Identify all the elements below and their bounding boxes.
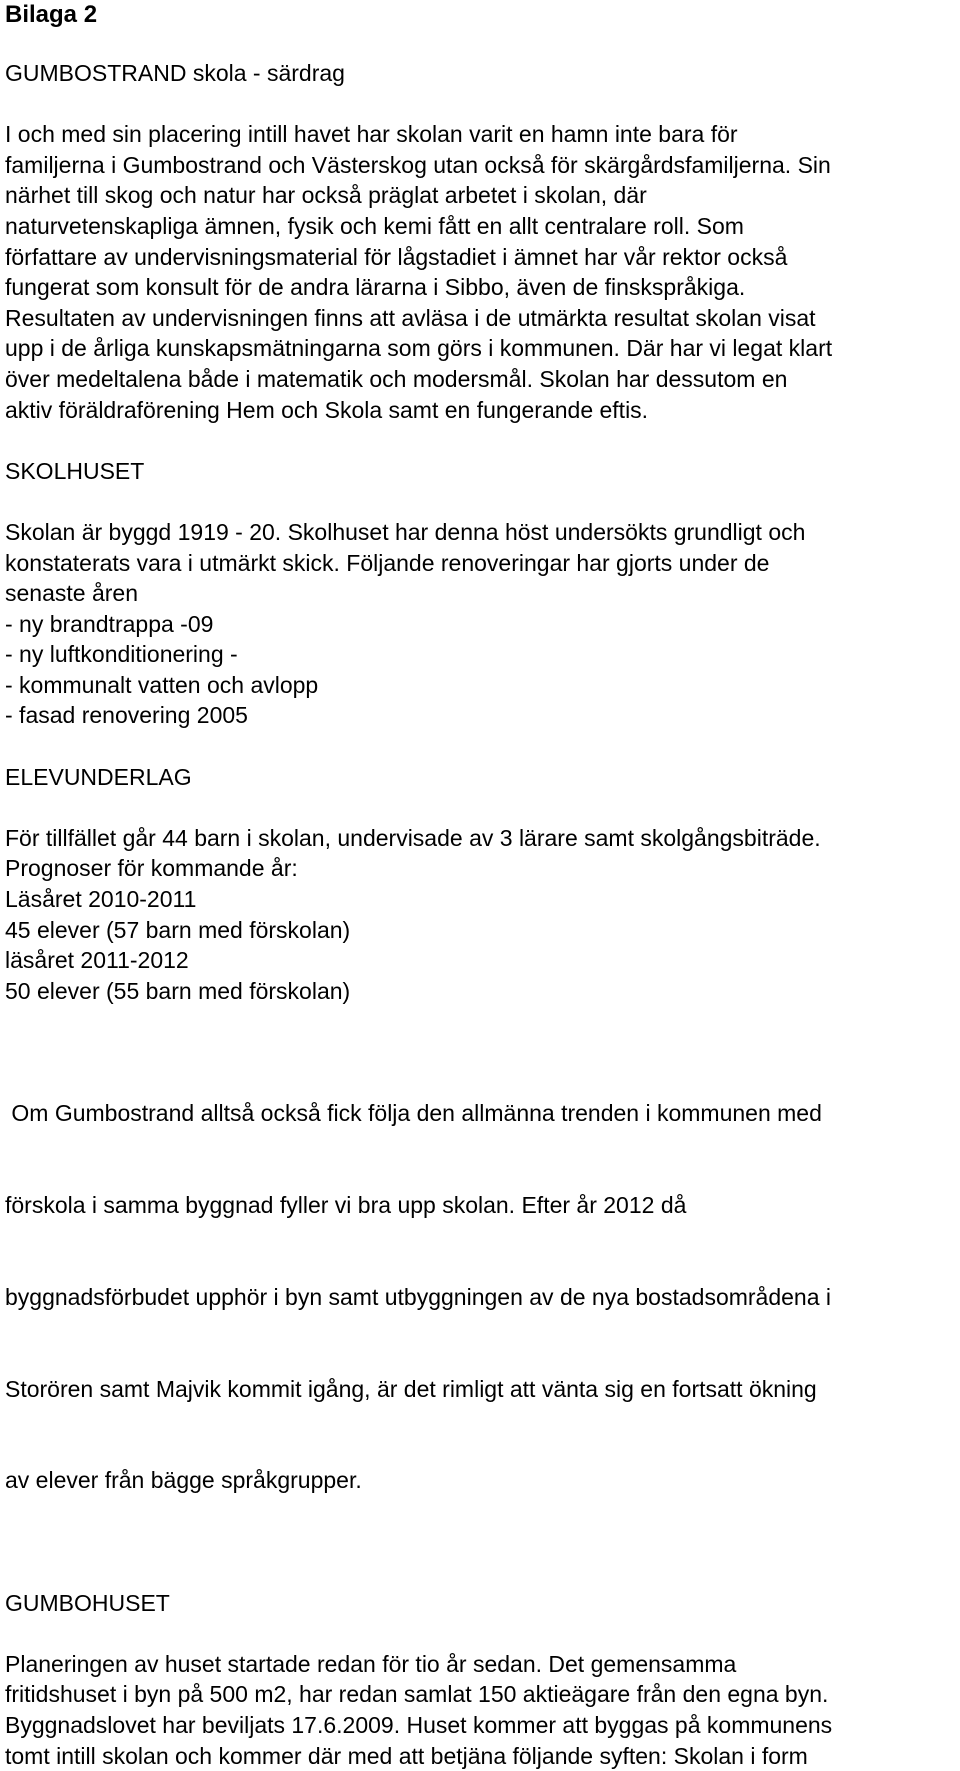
spacer: [5, 486, 957, 517]
paragraph-line: Skolan är byggd 1919 - 20. Skolhuset har denna höst undersökts grundligt och: [5, 518, 806, 545]
list-item: - fasad renovering 2005: [5, 702, 248, 729]
paragraph-line: Storören samt Majvik kommit igång, är det rimligt att vänta sig en fortsatt ökning: [5, 1375, 817, 1402]
school-heading: GUMBOSTRAND skola - särdrag: [5, 60, 345, 86]
paragraph-line: förskola i samma byggnad fyller vi bra upp skolan. Efter år 2012 då: [5, 1191, 687, 1218]
spacer: [5, 1618, 957, 1649]
spacer: [5, 1006, 957, 1037]
spacer: [5, 1557, 957, 1588]
paragraph-line: 50 elever (55 barn med förskolan): [5, 977, 351, 1004]
paragraph-line: Läsåret 2010-2011: [5, 886, 197, 913]
skolhuset-heading: SKOLHUSET: [5, 457, 145, 484]
paragraph-line: tomt intill skolan och kommer där med att betjäna följande syften: Skolan i form: [5, 1742, 808, 1769]
paragraph-line: familjerna i Gumbostrand och Västerskog utan också för skärgårdsfamiljerna. Sin: [5, 151, 831, 178]
document-page: [5, 0, 957, 1771]
outlook-paragraph: [5, 1037, 957, 1557]
elevunderlag-paragraph: [5, 823, 957, 1007]
paragraph-line: byggnadsförbudet upphör i byn samt utbyggningen av de nya bostadsområdena i: [5, 1283, 832, 1310]
spacer: [5, 731, 957, 762]
paragraph-line: fungerat som konsult för de andra lärarna i Sibbo, även de finskspråkiga.: [5, 274, 746, 301]
paragraph-line: upp i de årliga kunskapsmätningarna som görs i kommunen. Där har vi legat klart: [5, 335, 833, 362]
document-title: Bilaga 2: [5, 1, 98, 28]
spacer: [5, 89, 957, 120]
elevunderlag-heading: ELEVUNDERLAG: [5, 763, 192, 790]
paragraph-line: Prognoser för kommande år:: [5, 855, 298, 882]
paragraph-line: naturvetenskapliga ämnen, fysik och kemi fått en allt centralare roll. Som: [5, 212, 744, 239]
gumbohuset-paragraph: [5, 1649, 957, 1771]
paragraph-line: författare av undervisningsmaterial för lågstadiet i ämnet har vår rektor också: [5, 243, 788, 270]
paragraph-line: läsåret 2011-2012: [5, 947, 189, 974]
paragraph-line: För tillfället går 44 barn i skolan, undervisade av 3 lärare samt skolgångsbiträde.: [5, 824, 821, 851]
intro-paragraph: [5, 119, 957, 425]
paragraph-line: fritidshuset i byn på 500 m2, har redan samlat 150 aktieägare från den egna byn.: [5, 1681, 829, 1708]
list-item: - ny brandtrappa -09: [5, 610, 214, 637]
spacer: [5, 425, 957, 456]
paragraph-line: aktiv föräldraförening Hem och Skola samt en fungerande eftis.: [5, 396, 649, 423]
paragraph-line: Byggnadslovet har beviljats 17.6.2009. Huset kommer att byggas på kommunens: [5, 1712, 833, 1739]
paragraph-line: Resultaten av undervisningen finns att avläsa i de utmärkta resultat skolan visat: [5, 304, 816, 331]
list-item: - kommunalt vatten och avlopp: [5, 671, 319, 698]
paragraph-line: Om Gumbostrand alltså också fick följa den allmänna trenden i kommunen med: [5, 1100, 822, 1127]
paragraph-line: 45 elever (57 barn med förskolan): [5, 916, 351, 943]
gumbohuset-heading: GUMBOHUSET: [5, 1589, 170, 1616]
spacer: [5, 792, 957, 823]
list-item: - ny luftkonditionering -: [5, 641, 238, 668]
skolhuset-paragraph: [5, 517, 957, 731]
paragraph-line: konstaterats vara i utmärkt skick. Följande renoveringar har gjorts under de: [5, 549, 770, 576]
paragraph-line: senaste åren: [5, 580, 138, 607]
paragraph-line: av elever från bägge språkgrupper.: [5, 1467, 362, 1494]
paragraph-line: närhet till skog och natur har också präglat arbetet i skolan, där: [5, 182, 647, 209]
paragraph-line: Planeringen av huset startade redan för tio år sedan. Det gemensamma: [5, 1650, 737, 1677]
paragraph-line: över medeltalena både i matematik och modersmål. Skolan har dessutom en: [5, 365, 788, 392]
paragraph-line: I och med sin placering intill havet har skolan varit en hamn inte bara för: [5, 121, 738, 148]
